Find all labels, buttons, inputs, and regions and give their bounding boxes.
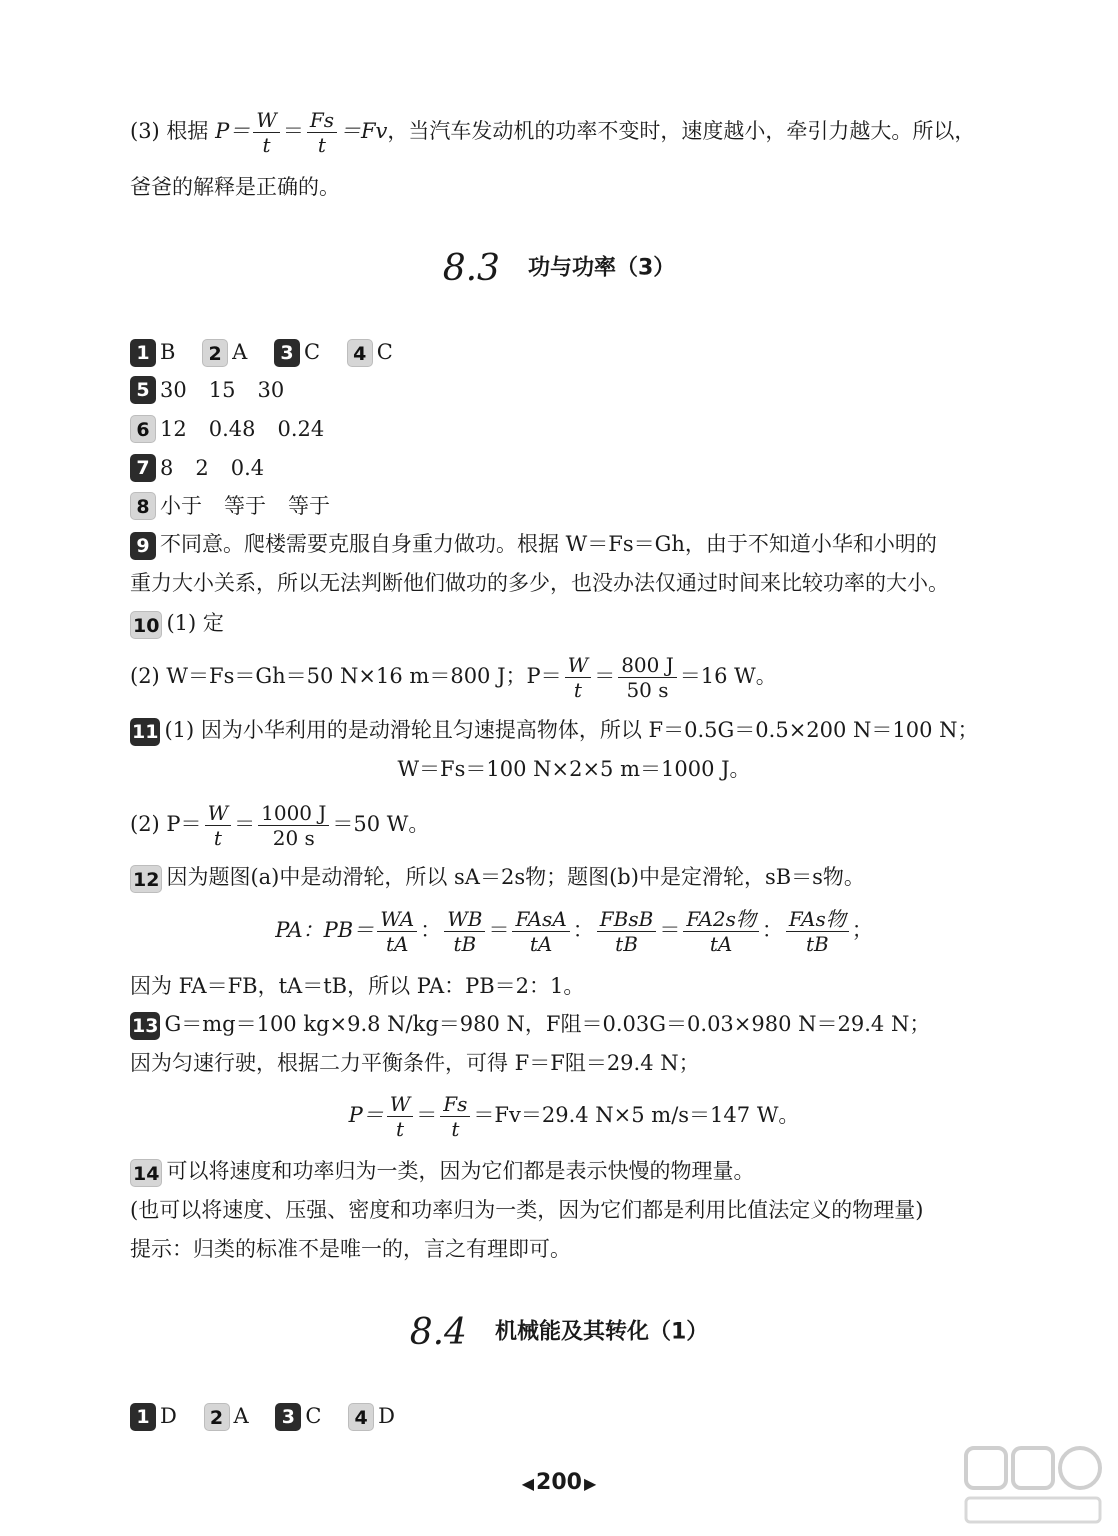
answer-value: 0.4: [230, 455, 265, 480]
answer-5: [130, 369, 1018, 409]
denominator: t: [395, 1117, 405, 1141]
question-badge: 12: [130, 865, 162, 893]
denominator: t: [213, 826, 222, 850]
fraction: [565, 655, 592, 700]
denominator: t: [573, 678, 582, 702]
fraction: [440, 1094, 470, 1139]
question-badge: 3: [275, 1403, 301, 1431]
denominator: tA: [529, 932, 553, 956]
answer-13-equation: P＝ $\frac{W}{t}$ ＝ $\frac{Fs}{t}$ ＝Fv＝29.4 N×5 m/s＝147 W。: [348, 1092, 800, 1141]
answer-12: [130, 858, 1018, 896]
question-badge: 6: [130, 415, 156, 443]
answer-9-line2: 重力大小关系，所以无法判断他们做功的多少，也没办法仅通过时间来比较功率的大小。: [130, 571, 949, 595]
answer-value: B: [160, 339, 176, 364]
answer-text: (1) 因为小华利用的是动滑轮且匀速提高物体，所以 F＝0.5G＝0.5×200 N＝100 N；: [164, 718, 979, 742]
numerator: 800 J: [618, 655, 677, 678]
answer-value: C: [305, 1403, 322, 1428]
fraction: [618, 655, 677, 700]
answer-value: D: [160, 1403, 177, 1428]
question-badge: 1: [130, 339, 156, 367]
numerator: FAs物: [786, 909, 849, 932]
answer-value: 8: [160, 455, 174, 480]
page-number-value: 200: [536, 1470, 582, 1495]
answers-8-4-1-4: [130, 1395, 1018, 1435]
denominator: tA: [709, 932, 733, 956]
denominator: tB: [615, 932, 638, 956]
answer-value: 2: [195, 455, 209, 480]
answer-value: A: [232, 339, 248, 364]
answer-8: [130, 485, 1018, 525]
section-number: 8.4: [409, 1311, 467, 1353]
denominator: tA: [385, 932, 409, 956]
answer-2: [202, 333, 247, 371]
answer-value: 等于: [288, 493, 330, 518]
answer-value: 等于: [224, 493, 266, 518]
denominator: 50 s: [626, 678, 669, 702]
question-badge: 1: [130, 1403, 156, 1431]
question-badge: 5: [130, 376, 156, 404]
answer-10: [130, 604, 1018, 642]
answer-text: P＝: [348, 1103, 384, 1127]
answer-1: [130, 1397, 177, 1435]
answer-14-line2: (也可以将速度、压强、密度和功率归为一类，因为它们都是利用比值法定义的物理量): [130, 1198, 924, 1222]
fraction: [683, 909, 759, 954]
answer-3: [275, 1397, 321, 1435]
answer-10-part2: (2) W＝Fs＝Gh＝50 N×16 m＝800 J；P＝ $\frac{W}{t}$ ＝ $\frac{800 J}{50 s}$ ＝16 W。: [130, 653, 777, 702]
fraction-w-t: $\frac{W}{t}$: [253, 110, 280, 155]
section-number: 8.3: [442, 247, 500, 289]
fraction: [258, 803, 329, 848]
answer-text: ＝16 W。: [679, 664, 777, 688]
answer-value: 0.48: [208, 416, 256, 441]
answer-text: (2) W＝Fs＝Gh＝50 N×16 m＝800 J；P＝: [130, 664, 562, 688]
numerator: Fs: [440, 1094, 470, 1117]
intro-paragraph: (3) 根据 P＝ $\frac{W}{t}$ ＝ $\frac{Fs}{t}$ ＝Fv，当汽车发动机的功率不变时，速度越小，牵引力越大。所以，: [130, 108, 976, 157]
numerator: W: [565, 655, 592, 678]
question-badge: 10: [130, 611, 162, 639]
answer-text: (2) P＝: [130, 812, 202, 836]
formula-p: P＝: [215, 119, 251, 143]
answer-value: 30: [257, 377, 285, 402]
fraction: [205, 803, 232, 848]
answers-1-4: [130, 331, 1018, 371]
section-title-8-4: [0, 1306, 1118, 1356]
answer-11-equation: W＝Fs＝100 N×2×5 m＝1000 J。: [397, 757, 751, 781]
question-badge: 13: [130, 1012, 160, 1040]
answer-text: 因为题图(a)中是动滑轮，所以 sA＝2s物；题图(b)中是定滑轮，sB＝s物。: [166, 865, 865, 889]
question-badge: 2: [202, 339, 228, 367]
answer-7: [130, 447, 1018, 487]
question-badge: 8: [130, 492, 156, 520]
question-badge: 4: [348, 1403, 374, 1431]
answer-text: ＝50 W。: [332, 812, 430, 836]
answer-value: C: [303, 339, 321, 364]
numerator: W: [387, 1094, 414, 1117]
numerator: WB: [444, 909, 485, 932]
answer-14-hint: 提示：归类的标准不是唯一的，言之有理即可。: [130, 1237, 571, 1261]
numerator: 1000 J: [258, 803, 329, 826]
numerator: WA: [377, 909, 417, 932]
ratio-lhs: PA：PB＝: [275, 918, 375, 942]
answer-text: ＝Fv＝29.4 N×5 m/s＝147 W。: [473, 1103, 800, 1127]
answer-value: 0.24: [277, 416, 325, 441]
formula-fv: ＝Fv: [339, 119, 388, 143]
answer-value: 30: [160, 377, 187, 402]
section-name: 功与功率（3）: [527, 255, 676, 281]
question-badge: 7: [130, 454, 156, 482]
denominator: tB: [453, 932, 477, 956]
answer-value: A: [233, 1403, 249, 1428]
triangle-left-icon: ◀: [521, 1474, 535, 1493]
answer-6: [130, 408, 1018, 448]
intro-prefix: (3) 根据: [130, 119, 209, 143]
question-badge: 2: [204, 1403, 230, 1431]
fraction: [786, 909, 849, 954]
answer-value: 小于: [160, 493, 202, 518]
section-title-8-3: [0, 242, 1118, 292]
question-badge: 11: [130, 718, 160, 746]
fraction: [512, 909, 569, 954]
fraction: [387, 1094, 414, 1139]
fraction-fs-t: $\frac{Fs}{t}$: [307, 110, 337, 155]
answer-text: (1) 定: [166, 611, 224, 635]
answer-text: 不同意。爬楼需要克服自身重力做功。根据 W＝Fs＝Gh，由于不知道小华和小明的: [160, 532, 937, 556]
answer-4: [348, 1397, 395, 1435]
answer-value: 15: [208, 377, 236, 402]
answer-text: 可以将速度和功率归为一类，因为它们都是表示快慢的物理量。: [166, 1159, 755, 1183]
answer-12-ratio: PA：PB＝ $\frac{WA}{tA}$ ： $\frac{WB}{tB}$ ＝ $\frac{\text{FAsA}}{tA}$ ： $\frac{\text{FBsB}}{tB}$ ＝ $\frac{\text{FA2s物}}{tA}$ ： $\frac{\text{FAs物}}{tB}$ ；: [275, 907, 873, 956]
answer-2: [204, 1397, 249, 1435]
answer-11-part2: (2) P＝ $\frac{W}{t}$ ＝ $\frac{1000 J}{20 s}$ ＝50 W。: [130, 801, 430, 850]
answer-4: [347, 333, 393, 371]
intro-line2: 爸爸的解释是正确的。: [130, 175, 340, 199]
fraction: [444, 909, 485, 954]
section-name: 机械能及其转化（1）: [494, 1319, 709, 1345]
answer-12-conclusion: 因为 FA＝FB，tA＝tB，所以 PA：PB＝2：1。: [130, 974, 585, 998]
numerator: W: [205, 803, 232, 826]
answer-value: D: [378, 1403, 395, 1428]
answer-3: [274, 333, 320, 371]
denominator: tB: [805, 932, 829, 956]
watermark-logo-icon: [958, 1440, 1108, 1530]
answer-value: 12: [160, 416, 187, 441]
answer-text: G＝mg＝100 kg×9.8 N/kg＝980 N，F阻＝0.03G＝0.03×980 N＝29.4 N；: [164, 1012, 931, 1036]
question-badge: 14: [130, 1159, 162, 1187]
denominator: t: [451, 1117, 460, 1141]
denominator: 20 s: [272, 826, 315, 850]
fraction: [597, 909, 657, 954]
answer-9: [130, 525, 1018, 563]
question-badge: 4: [347, 339, 373, 367]
question-badge: 9: [130, 532, 156, 560]
answer-13-line2: 因为匀速行驶，根据二力平衡条件，可得 F＝F阻＝29.4 N；: [130, 1051, 700, 1075]
answer-13: [130, 1005, 1018, 1043]
numerator: FBsB: [597, 909, 657, 932]
fraction: [377, 909, 417, 954]
triangle-right-icon: ▶: [583, 1474, 597, 1493]
numerator: FA2s物: [683, 909, 759, 932]
intro-suffix: ，当汽车发动机的功率不变时，速度越小，牵引力越大。所以，: [387, 119, 976, 143]
answer-1: [130, 333, 175, 371]
question-badge: 3: [274, 339, 300, 367]
answer-value: C: [376, 339, 393, 364]
numerator: FAsA: [512, 909, 569, 932]
answer-14: [130, 1152, 1018, 1190]
answer-11: [130, 711, 1018, 749]
page-number: [0, 1470, 1118, 1495]
